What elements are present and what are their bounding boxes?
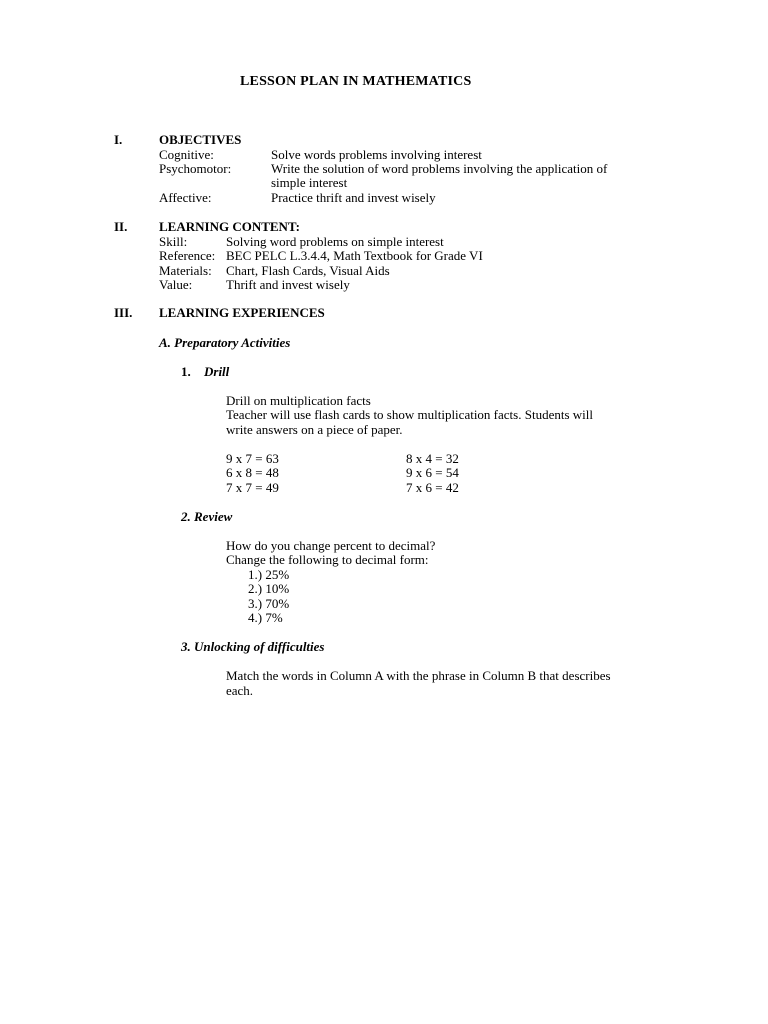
page-title: LESSON PLAN IN MATHEMATICS [240,74,472,89]
drill-number: 1. [181,364,191,379]
fact-left-2: 6 x 8 = 48 [226,465,279,480]
content-text-skill: Solving word problems on simple interest [226,234,444,249]
unlocking-line-2: each. [226,683,254,698]
content-label-value: Value: [159,277,193,292]
content-text-reference: BEC PELC L.3.4.4, Math Textbook for Grade VI [226,248,483,263]
review-item-3: 3.) 70% [248,596,290,611]
objective-text-psychomotor-cont: simple interest [271,175,348,190]
content-label-skill: Skill: [159,234,188,249]
content-label-materials: Materials: [159,263,212,278]
review-line-1: How do you change percent to decimal? [226,538,436,553]
fact-right-3: 7 x 6 = 42 [406,480,459,495]
drill-heading: Drill [204,364,230,379]
objective-text-psychomotor: Write the solution of word problems involving the application of [271,161,608,176]
unlocking-heading: 3. Unlocking of difficulties [181,639,325,654]
section-heading-objectives: OBJECTIVES [159,132,242,147]
review-heading: 2. Review [181,509,233,524]
content-label-reference: Reference: [159,248,216,263]
objective-label-affective: Affective: [159,190,212,205]
fact-right-2: 9 x 6 = 54 [406,465,459,480]
review-line-2: Change the following to decimal form: [226,552,429,567]
review-item-1: 1.) 25% [248,567,290,582]
objective-text-cognitive: Solve words problems involving interest [271,147,482,162]
fact-left-3: 7 x 7 = 49 [226,480,279,495]
drill-line-3: write answers on a piece of paper. [226,422,403,437]
section-heading-experiences: LEARNING EXPERIENCES [159,305,325,320]
unlocking-line-1: Match the words in Column A with the phrase in Column B that describes [226,668,611,683]
content-text-materials: Chart, Flash Cards, Visual Aids [226,263,390,278]
objective-text-affective: Practice thrift and invest wisely [271,190,436,205]
fact-left-1: 9 x 7 = 63 [226,451,279,466]
drill-line-2: Teacher will use flash cards to show multiplication facts. Students will [226,407,593,422]
section-numeral-experiences: III. [114,305,133,320]
fact-right-1: 8 x 4 = 32 [406,451,459,466]
drill-line-1: Drill on multiplication facts [226,393,371,408]
objective-label-psychomotor: Psychomotor: [159,161,232,176]
review-item-4: 4.) 7% [248,610,283,625]
section-numeral-objectives: I. [114,132,123,147]
section-numeral-content: II. [114,219,128,234]
content-text-value: Thrift and invest wisely [226,277,350,292]
review-item-2: 2.) 10% [248,581,290,596]
objective-label-cognitive: Cognitive: [159,147,214,162]
subsection-preparatory-activities: A. Preparatory Activities [159,335,291,350]
section-heading-content: LEARNING CONTENT: [159,219,300,234]
